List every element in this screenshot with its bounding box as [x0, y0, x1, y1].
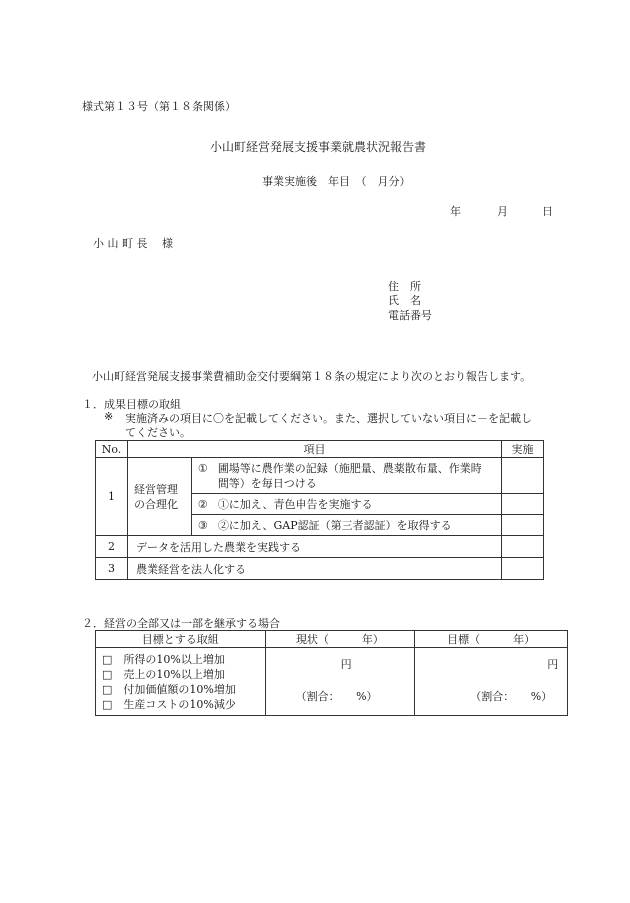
row1-sub2-num: ②	[197, 498, 208, 511]
row3-done-cell[interactable]	[502, 558, 544, 580]
row3-no: 3	[96, 558, 128, 580]
current-ratio: （割合： %）	[295, 690, 378, 703]
row2-text: データを活用した農業を実践する	[127, 536, 501, 558]
row1-sub1-text: 圃場等に農作業の記録（施肥量、農薬散布量、作業時 間等）を毎日つける	[217, 461, 482, 490]
row1-sub1-num: ①	[197, 461, 208, 475]
checkbox-icon[interactable]: □	[102, 652, 113, 666]
header-item: 項目	[127, 441, 501, 458]
target-value-cell[interactable]	[415, 648, 568, 716]
goal-option-value-added[interactable]	[102, 682, 265, 697]
target-ratio: （割合： %）	[470, 690, 553, 703]
current-yen-unit: 円	[340, 658, 352, 671]
goal-checklist	[96, 648, 266, 716]
header-no: No.	[96, 441, 128, 458]
row1-sub1	[191, 458, 501, 494]
header-target: 目標（ 年）	[415, 631, 568, 648]
row1-sub3-text: ②に加え、GAP認証（第三者認証）を取得する	[217, 519, 452, 532]
row3-text: 農業経営を法人化する	[127, 558, 501, 580]
row2-done-cell[interactable]	[502, 536, 544, 558]
row1-sub3	[191, 515, 501, 536]
row1-sub2-text: ①に加え、青色申告を実施する	[217, 498, 373, 511]
date-year: 年	[450, 205, 461, 218]
goal-label: 売上の10%以上増加	[123, 667, 225, 681]
section1-note-line2: てください。	[125, 426, 191, 439]
applicant-address-label: 住 所	[388, 280, 421, 293]
row2-no: 2	[96, 536, 128, 558]
document-title: 小山町経営発展支援事業就農状況報告書	[210, 140, 427, 154]
goal-option-income[interactable]	[102, 652, 265, 667]
row1-no: 1	[96, 458, 128, 536]
applicant-phone-label: 電話番号	[388, 309, 432, 322]
row1-sub1-done-cell[interactable]	[502, 458, 544, 494]
goal-label: 生産コストの10%減少	[123, 697, 236, 711]
goal-option-cost[interactable]	[102, 697, 265, 712]
section1-note-line1: 実施済みの項目に〇を記載してください。また、選択していない項目に－を記載し	[125, 412, 532, 425]
goal-label: 付加価値額の10%増加	[123, 682, 236, 696]
section1-heading: １．成果目標の取組	[82, 398, 181, 411]
row1-sub2-done-cell[interactable]	[502, 494, 544, 515]
row1-sub3-num: ③	[197, 519, 208, 532]
intro-text: 小山町経営発展支援事業費補助金交付要綱第１８条の規定により次のとおり報告します。	[92, 370, 532, 383]
section1-note-mark: ※	[104, 410, 114, 423]
goal-option-sales[interactable]	[102, 667, 265, 682]
date-day: 日	[542, 205, 553, 218]
goals-table	[95, 440, 544, 580]
checkbox-icon[interactable]: □	[102, 667, 113, 681]
row1-category: 経営管理 の合理化	[127, 458, 191, 536]
header-done: 実施	[502, 441, 544, 458]
section2-heading: ２．経営の全部又は一部を継承する場合	[82, 617, 280, 630]
checkbox-icon[interactable]: □	[102, 697, 113, 711]
current-value-cell[interactable]	[265, 648, 415, 716]
report-period: 事業実施後 年目 （ 月分）	[262, 175, 411, 188]
header-current: 現状（ 年）	[265, 631, 415, 648]
succession-table	[95, 630, 568, 716]
row1-sub2	[191, 494, 501, 515]
form-number: 様式第１３号（第１８条関係）	[82, 100, 236, 113]
checkbox-icon[interactable]: □	[102, 682, 113, 696]
row1-sub3-done-cell[interactable]	[502, 515, 544, 536]
date-month: 月	[497, 205, 508, 218]
addressee: 小 山 町 長 様	[93, 237, 173, 250]
applicant-name-label: 氏 名	[388, 294, 421, 307]
target-yen-unit: 円	[547, 658, 559, 671]
goal-label: 所得の10%以上増加	[123, 652, 225, 666]
header-goal: 目標とする取組	[96, 631, 266, 648]
